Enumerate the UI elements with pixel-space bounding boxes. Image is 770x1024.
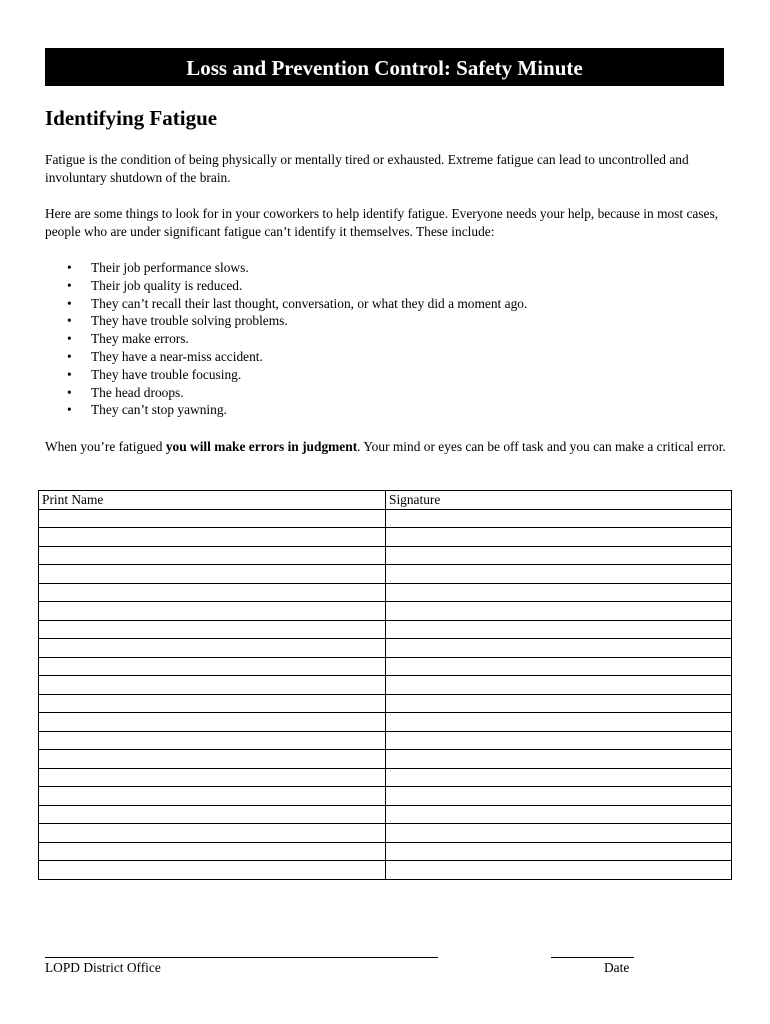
print-name-cell[interactable] bbox=[39, 602, 386, 621]
signature-cell[interactable] bbox=[386, 565, 732, 584]
signature-cell[interactable] bbox=[386, 787, 732, 806]
signature-cell[interactable] bbox=[386, 861, 732, 880]
signature-cell[interactable] bbox=[386, 842, 732, 861]
print-name-cell[interactable] bbox=[39, 528, 386, 547]
signature-cell[interactable] bbox=[386, 694, 732, 713]
lookfor-paragraph: Here are some things to look for in your coworkers to help identify fatigue. Everyone needs your help, because in most cases, people who are under significant fatigue can’t identify it themselves. These include: bbox=[45, 206, 719, 239]
signature-cell[interactable] bbox=[386, 583, 732, 602]
signature-cell[interactable] bbox=[386, 602, 732, 621]
table-row bbox=[39, 509, 732, 528]
table-row bbox=[39, 546, 732, 565]
print-name-cell[interactable] bbox=[39, 639, 386, 658]
print-name-cell[interactable] bbox=[39, 750, 386, 769]
table-row bbox=[39, 676, 732, 695]
page-title-banner bbox=[45, 48, 724, 86]
table-row bbox=[39, 750, 732, 769]
closing-paragraph bbox=[45, 438, 735, 456]
signature-cell[interactable] bbox=[386, 731, 732, 750]
table-row bbox=[39, 657, 732, 676]
print-name-cell[interactable] bbox=[39, 787, 386, 806]
office-signature-line bbox=[45, 957, 438, 958]
table-row bbox=[39, 787, 732, 806]
print-name-header: Print Name bbox=[39, 491, 386, 510]
signin-table bbox=[38, 490, 732, 880]
list-item: • They can’t recall their last thought, conversation, or what they did a moment ago. bbox=[45, 295, 527, 313]
signature-cell[interactable] bbox=[386, 528, 732, 547]
print-name-cell[interactable] bbox=[39, 657, 386, 676]
table-row bbox=[39, 639, 732, 658]
symptom-list bbox=[45, 259, 527, 419]
signature-cell[interactable] bbox=[386, 805, 732, 824]
signature-cell[interactable] bbox=[386, 620, 732, 639]
list-item: • They have trouble focusing. bbox=[45, 366, 527, 384]
table-row bbox=[39, 861, 732, 880]
signature-cell[interactable] bbox=[386, 676, 732, 695]
print-name-cell[interactable] bbox=[39, 565, 386, 584]
list-item: • Their job quality is reduced. bbox=[45, 277, 527, 295]
print-name-cell[interactable] bbox=[39, 509, 386, 528]
print-name-cell[interactable] bbox=[39, 805, 386, 824]
table-row bbox=[39, 713, 732, 732]
signature-cell[interactable] bbox=[386, 546, 732, 565]
signature-cell[interactable] bbox=[386, 824, 732, 843]
closing-emphasis: you will make errors in judgment bbox=[165, 439, 358, 454]
signature-cell[interactable] bbox=[386, 639, 732, 658]
list-item: • They make errors. bbox=[45, 330, 527, 348]
page-title: Loss and Prevention Control: Safety Minute bbox=[186, 56, 583, 80]
print-name-cell[interactable] bbox=[39, 824, 386, 843]
print-name-cell[interactable] bbox=[39, 713, 386, 732]
table-row bbox=[39, 620, 732, 639]
signature-header: Signature bbox=[386, 491, 732, 510]
signature-cell[interactable] bbox=[386, 657, 732, 676]
table-row bbox=[39, 528, 732, 547]
table-row bbox=[39, 602, 732, 621]
list-item: • They can’t stop yawning. bbox=[45, 401, 527, 419]
print-name-cell[interactable] bbox=[39, 731, 386, 750]
table-row bbox=[39, 842, 732, 861]
list-item: • They have trouble solving problems. bbox=[45, 312, 527, 330]
intro-paragraph: Fatigue is the condition of being physically or mentally tired or exhausted. Extreme fatigue can lead to uncontrolled and involuntary shutdown of the brain. bbox=[45, 152, 689, 185]
list-item: • The head droops. bbox=[45, 384, 527, 402]
print-name-cell[interactable] bbox=[39, 694, 386, 713]
print-name-cell[interactable] bbox=[39, 676, 386, 695]
table-row bbox=[39, 565, 732, 584]
list-item: • They have a near-miss accident. bbox=[45, 348, 527, 366]
print-name-cell[interactable] bbox=[39, 620, 386, 639]
section-heading: Identifying Fatigue bbox=[45, 106, 218, 130]
table-header-row bbox=[39, 491, 732, 510]
print-name-cell[interactable] bbox=[39, 842, 386, 861]
table-row bbox=[39, 583, 732, 602]
print-name-cell[interactable] bbox=[39, 768, 386, 787]
signature-cell[interactable] bbox=[386, 768, 732, 787]
table-row bbox=[39, 694, 732, 713]
table-row bbox=[39, 824, 732, 843]
print-name-cell[interactable] bbox=[39, 583, 386, 602]
signature-cell[interactable] bbox=[386, 509, 732, 528]
table-row bbox=[39, 768, 732, 787]
print-name-cell[interactable] bbox=[39, 546, 386, 565]
print-name-cell[interactable] bbox=[39, 861, 386, 880]
office-label: LOPD District Office bbox=[45, 960, 161, 975]
date-label: Date bbox=[604, 960, 630, 975]
table-row bbox=[39, 731, 732, 750]
closing-text-end: . Your mind or eyes can be off task and you can make a critical error. bbox=[357, 439, 726, 454]
date-signature-line bbox=[551, 957, 634, 958]
signature-cell[interactable] bbox=[386, 750, 732, 769]
closing-text-start: When you’re fatigued bbox=[45, 439, 166, 454]
list-item: • Their job performance slows. bbox=[45, 259, 527, 277]
table-row bbox=[39, 805, 732, 824]
signature-cell[interactable] bbox=[386, 713, 732, 732]
